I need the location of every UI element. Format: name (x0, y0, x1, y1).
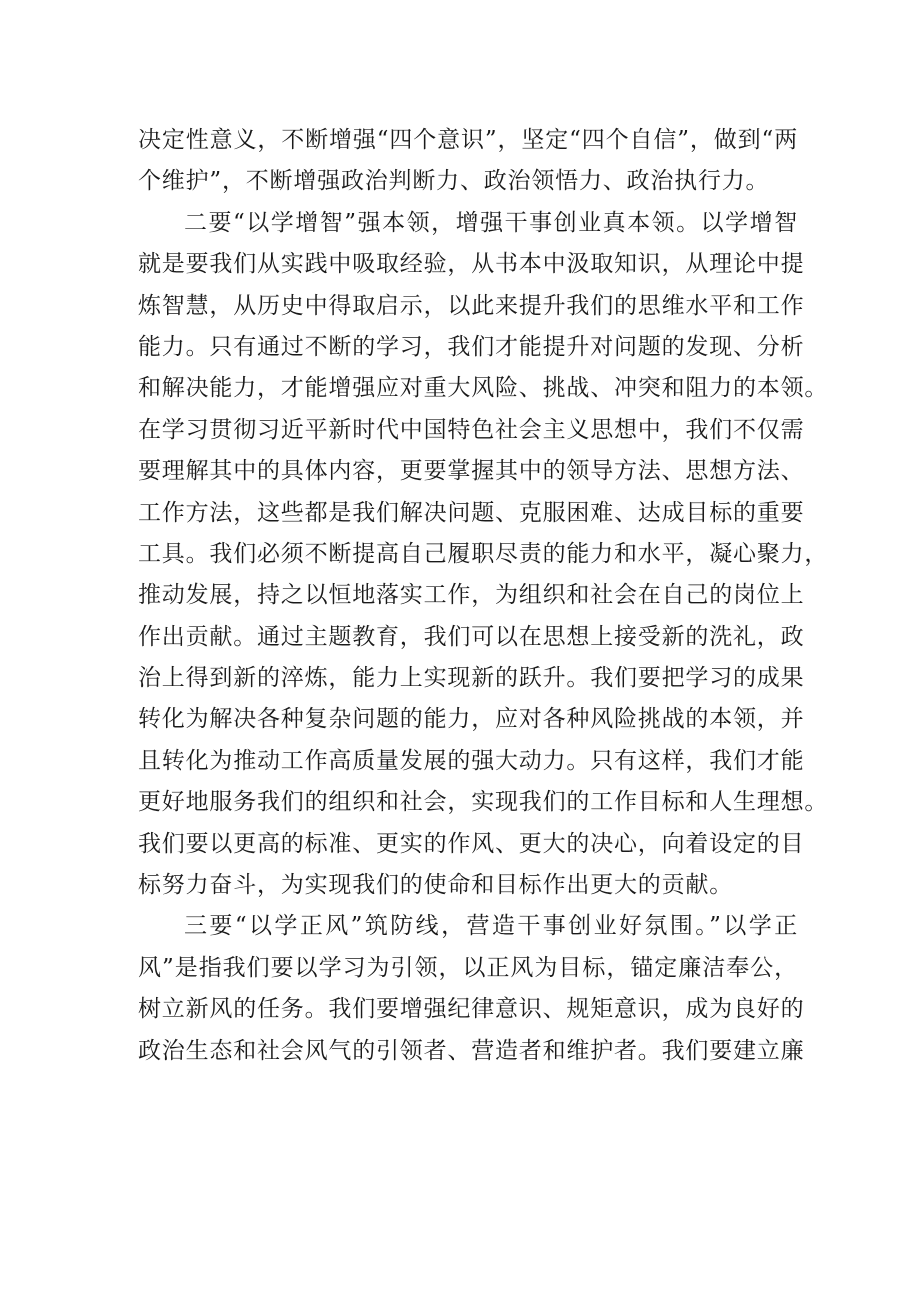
text-line: 工具。我们必须不断提高自己履职尽责的能力和水平，凝心聚力， (138, 540, 829, 567)
text-line: 在学习贯彻习近平新时代中国特色社会主义思想中，我们不仅需 (138, 416, 805, 443)
text-line: 推动发展，持之以恒地落实工作，为组织和社会在自己的岗位上 (138, 582, 805, 609)
text-line: 转化为解决各种复杂问题的能力，应对各种风险挑战的本领，并 (138, 706, 805, 733)
paragraph-3 (138, 906, 805, 1072)
text-line: 工作方法，这些都是我们解决问题、克服困难、达成目标的重要 (138, 499, 805, 526)
text-line: 和解决能力，才能增强应对重大风险、挑战、冲突和阻力的本领。 (138, 375, 829, 402)
text-line: 个维护”，不断增强政治判断力、政治领悟力、政治执行力。 (138, 168, 770, 195)
paragraph-2 (138, 203, 829, 907)
text-line: 治上得到新的淬炼，能力上实现新的跃升。我们要把学习的成果 (138, 665, 805, 692)
text-line: 且转化为推动工作高质量发展的强大动力。只有这样，我们才能 (138, 747, 805, 774)
paragraph-1 (138, 120, 798, 203)
document-body (138, 120, 829, 1072)
text-line: 标努力奋斗，为实现我们的使命和目标作出更大的贡献。 (138, 872, 733, 899)
text-line: 政治生态和社会风气的引领者、营造者和维护者。我们要建立廉 (138, 1037, 805, 1064)
text-line: 我们要以更高的标准、更实的作风、更大的决心，向着设定的目 (138, 830, 805, 857)
text-line: 风”是指我们要以学习为引领，以正风为目标，锚定廉洁奉公， (138, 954, 798, 981)
text-line: 二要“以学增智”强本领，增强干事创业真本领。以学增智 (184, 209, 798, 236)
text-line: 更好地服务我们的组织和社会，实现我们的工作目标和人生理想。 (138, 789, 829, 816)
text-line: 决定性意义，不断增强“四个意识”，坚定“四个自信”，做到“两 (138, 127, 798, 153)
text-line: 炼智慧，从历史中得取启示，以此来提升我们的思维水平和工作 (138, 292, 805, 319)
text-line: 树立新风的任务。我们要增强纪律意识、规矩意识，成为良好的 (138, 996, 805, 1023)
text-line: 就是要我们从实践中吸取经验，从书本中汲取知识，从理论中提 (138, 251, 805, 278)
text-line: 要理解其中的具体内容，更要掌握其中的领导方法、思想方法、 (138, 458, 805, 485)
text-line: 能力。只有通过不断的学习，我们才能提升对问题的发现、分析 (138, 333, 805, 360)
text-line: 三要“以学正风”筑防线，营造干事创业好氛围。”以学正 (184, 913, 798, 940)
text-line: 作出贡献。通过主题教育，我们可以在思想上接受新的洗礼，政 (138, 623, 805, 650)
